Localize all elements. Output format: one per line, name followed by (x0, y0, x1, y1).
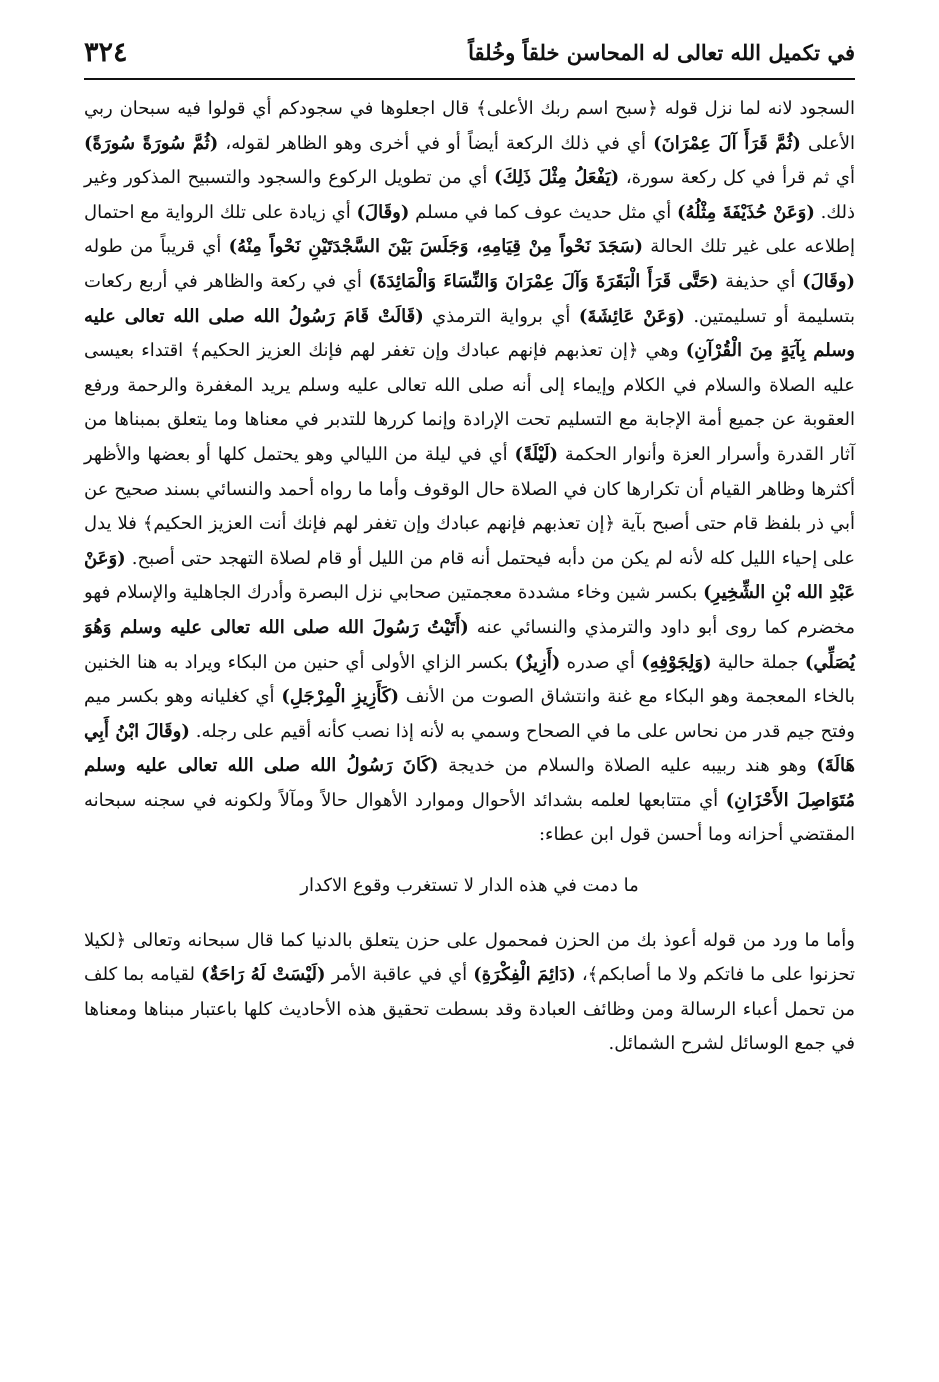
text-segment: السجود لانه لما نزل قوله ﴿سبح اسم ربك الأعلى﴾ قال اجعلوها في سجودكم أي قولوا فيه سبحان ربي الأعلى (84, 98, 855, 154)
text-segment: لقيامه بما كلف من تحمل أعباء الرسالة ومن وظائف العبادة وقد بسطت تحقيق هذه الأحاديث كلها باعتبار مبناها ومعناها في جمع الوسائل لشرح الشمائل. (84, 964, 855, 1055)
hadith-quote: (ثُمَّ قَرَأَ آلَ عِمْرَانَ) (653, 132, 801, 154)
text-segment: أي في ليلة من الليالي وهو يحتمل كلها أو بعضها والأظهر أكثرها وظاهر القيام أن تكرارها كان في الصلاة حال الوقوف وأما ما رواه أحمد والنسائي بسند صحيح عن أبي ذر بلفظ قام حتى أصبح بآية ﴿إن تعذبهم فإنهم عبادك وإن تغفر لهم فإنك أنت العزيز الحكيم﴾ فلا يدل على إحياء الليل كله لأنه لم يكن من دأبه فيحتمل أنه قام من الليل أو قام لصلاة التهجد حتى أصبح. (84, 443, 855, 569)
text-segment: أي مثل حديث عوف كما في مسلم (409, 201, 678, 223)
hadith-quote: (سَجَدَ نَحْواً مِنْ قِيَامِهِ، وَجَلَسَ بَيْنَ السَّجْدَتَيْنِ نَحْواً مِنْهُ) (228, 236, 644, 258)
hadith-quote: (دَائِمَ الْفِكْرَةِ) (473, 964, 576, 986)
paragraph-hadith-commentary (84, 92, 855, 853)
text-segment: أي حذيفة (718, 270, 803, 292)
text-segment: أي في عاقبة الأمر (325, 964, 474, 986)
text-segment: أي زيادة على تلك الرواية مع احتمال إطلاعه على غير تلك الحالة (84, 201, 855, 258)
text-segment: أي برواية الترمذي (423, 305, 579, 327)
hadith-quote: (وقَالَ) (356, 201, 410, 223)
running-title: في تكميل الله تعالى له المحاسن خلقاً وخُلقاً (468, 39, 855, 65)
hadith-quote: (أَزِيزٌ) (514, 651, 561, 673)
text-segment: بكسر شين وخاء مشددة معجمتين صحابي نزل البصرة وأدرك الجاهلية والإسلام فهو مخضرم كما روى أبو داود والترمذي والنسائي عنه (84, 582, 855, 638)
text-segment: أي قريباً من طوله (84, 236, 229, 258)
page-body (84, 92, 855, 1062)
hadith-quote: (وَعَنْ عَائِشَةَ) (578, 305, 685, 327)
page-number: ٣٢٤ (84, 36, 128, 68)
text-segment: أي صدره (560, 651, 642, 673)
hadith-quote: (لَيْلَةً) (514, 443, 559, 465)
hadith-quote: (حَتَّى قَرَأَ الْبَقَرَةَ وَآلَ عِمْرَانَ وَالنِّسَاءَ وَالْمَائِدَةَ) (368, 270, 719, 292)
hadith-quote: (وَعَنْ حُذَيْفَةَ مِثْلُهُ) (677, 201, 815, 223)
hadith-quote: (كَانَ رَسُولُ الله صلى الله تعالى عليه وسلم مُتَوَاصِلَ الأَحْزَانِ) (84, 755, 855, 811)
text-segment: وأما ما ورد من قوله أعوذ بك من الحزن فمحمول على حزن يتعلق بالدنيا كما قال سبحانه وتعالى ﴿لكيلا تحزنوا على ما فاتكم ولا ما أصابكم﴾، (84, 929, 855, 986)
text-segment: أي في ركعة والظاهر في أربع ركعات بتسليمة أو تسليمتين. (84, 270, 855, 327)
hadith-quote: (أَتَيْتُ رَسُولَ الله صلى الله تعالى عليه وسلم وَهُوَ يُصَلِّي) (84, 616, 855, 673)
hadith-quote: (وَلِجَوْفِهِ) (641, 651, 712, 673)
hadith-quote: (وقَالَ ابْنُ أَبِي هَالَةَ) (84, 720, 856, 777)
text-segment: جملة حالية (711, 651, 805, 673)
hadith-quote: (كَأَزِيزِ الْمِرْجَلِ) (281, 686, 399, 708)
text-segment: أي في ذلك الركعة أيضاً أو في أخرى وهو الظاهر لقوله، (218, 132, 654, 154)
hadith-quote: (يَفْعَلُ مِثْلَ ذَلِكَ) (493, 167, 620, 189)
text-segment: أي متتابعها لعلمه بشدائد الأحوال وموارد الأهوال حالاً ومآلاً ولكونه في سجنه سبحانه المقتضي أحزانه وما أحسن قول ابن عطاء: (84, 789, 855, 846)
poetry-verse: ما دمت في هذه الدار لا تستغرب وقوع الاكدار (300, 875, 639, 897)
text-segment: أي ثم قرأ في كل ركعة سورة، (619, 167, 856, 189)
hadith-quote: (لَيْسَتْ لَهُ رَاحَةٌ) (201, 964, 326, 986)
header-rule (84, 78, 855, 80)
hadith-quote: (وقَالَ) (802, 270, 855, 292)
paragraph-closing (84, 924, 855, 1062)
hadith-quote: (وَعَنْ عَبْدِ الله بْنِ الشِّخِيرِ) (84, 547, 855, 604)
text-segment: وهو هند ربيبه عليه الصلاة والسلام من خديجة (438, 755, 817, 777)
text-segment: أي كغليانه وهو بكسر ميم وفتح جيم قدر من نحاس على ما في الصحاح وسمي به لأنه إذا نصب كأنه أقيم على رجله. (84, 686, 855, 742)
hadith-quote: (قَالَتْ قَامَ رَسُولُ الله صلى الله تعالى عليه وسلم بِآيَةٍ مِنَ الْقُرْآنِ) (84, 305, 855, 362)
hadith-quote: (ثُمَّ سُورَةً سُورَةً) (84, 132, 219, 154)
text-segment: أي من تطويل الركوع والسجود والتسبيح المذكور وغير ذلك. (84, 167, 856, 223)
page-header (84, 30, 855, 74)
text-segment: وهي ﴿إن تعذبهم فإنهم عبادك وإن تغفر لهم فإنك العزيز الحكيم﴾ اقتداء بعيسى عليه الصلاة والسلام في الكلام وإيماء إلى أنه صلى الله تعالى عليه وسلم يريد المغفرة والرحمة ورفع العقوبة عن جميع أمة الإجابة مع التسليم تحت الإرادة وإنما كررها للتدبر في معناها وما يتعلق بمبناها من آثار القدرة وأسرار العزة وأنوار الحكمة (84, 340, 855, 465)
text-segment: بكسر الزاي الأولى أي حنين من البكاء ويراد به هنا الخنين بالخاء المعجمة وهو البكاء مع غنة وانتشاق الصوت من الأنف (84, 651, 855, 708)
